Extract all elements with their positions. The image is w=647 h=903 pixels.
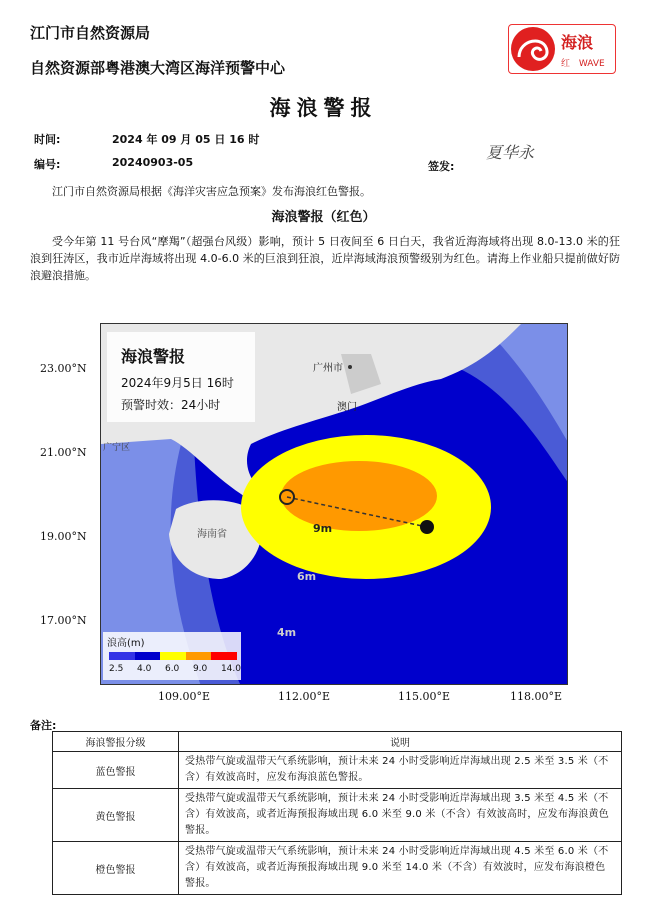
table-header-row (53, 732, 622, 752)
level-cell: 黄色警报 (53, 789, 179, 842)
wave-warning-map (100, 323, 568, 685)
province-label-hainan: 海南省 (197, 529, 227, 540)
logo-title: 海浪 (561, 33, 594, 52)
sea-14m-zone (281, 461, 437, 531)
intro-text: 江门市自然资源局根据《海洋灾害应急预案》发布海浪红色警报。 (52, 185, 371, 198)
description-cell: 受热带气旋或温带天气系统影响，预计未来 24 小时受影响近岸海域出现 2.5 米至 3.5 米（不含）有效波高时，应发布海浪蓝色警报。 (179, 752, 622, 789)
map-info-panel (107, 332, 255, 422)
map-panel-date: 2024年9月5日 16时 (121, 376, 234, 390)
legend-title: 浪高(m) (107, 638, 145, 649)
signature: 夏华永 (486, 143, 535, 162)
legend-ticks (109, 664, 241, 674)
lat-label: 23.00°N (40, 362, 87, 375)
table-header: 海浪警报分级 (53, 732, 179, 752)
table-row (53, 789, 622, 842)
warning-subtitle: 海浪警报（红色） (271, 210, 376, 225)
legend-swatch (160, 652, 186, 660)
lon-label: 112.00°E (278, 690, 331, 703)
org-name-secondary: 自然资源部粤港澳大湾区海洋预警中心 (30, 59, 286, 77)
table-header: 说明 (179, 732, 622, 752)
serial-value: 20240903-05 (112, 156, 194, 169)
time-value: 2024 年 09 月 05 日 16 时 (112, 133, 260, 146)
legend-swatch (135, 652, 161, 660)
lat-label: 21.00°N (40, 446, 87, 459)
map-panel-title: 海浪警报 (121, 347, 186, 366)
logo-sub-right: WAVE (578, 59, 605, 69)
city-label-macau: 澳门 (337, 402, 357, 413)
org-name-primary: 江门市自然资源局 (30, 24, 151, 42)
table-row (53, 752, 622, 789)
sign-label: 签发: (428, 160, 455, 173)
legend-swatch (109, 652, 135, 660)
legend-color-bar (109, 652, 237, 660)
logo-subtitle (561, 56, 605, 69)
description-cell: 受热带气旋或温带天气系统影响，预计未来 24 小时受影响近岸海域出现 4.5 米至 6.0 米（不含）有效波高，或者近海预报海域出现 9.0 米至 14.0 米（不含）有效波时，应发布海浪橙色警报。 (179, 842, 622, 895)
legend-tick: 2.5 (109, 664, 124, 674)
contour-label-6m: 6m (297, 570, 317, 583)
lon-label: 109.00°E (158, 690, 211, 703)
logo-sub-left: 红 (561, 59, 571, 69)
warning-body: 受今年第 11 号台风“摩羯”（超强台风级）影响，预计 5 日夜间至 6 日白天，我省近海海域将出现 8.0-13.0 米的狂浪到狂涛区，我市近岸海域将出现 4.0-6.0 米的巨浪到狂浪，近岸海域海浪预警级别为红色。请海上作业船只提前做好防浪避浪措施。 (30, 235, 620, 282)
wave-warning-logo (508, 24, 616, 74)
legend-tick: 4.0 (136, 664, 152, 674)
legend-tick: 9.0 (192, 664, 208, 674)
contour-label-4m: 4m (277, 626, 297, 639)
table-row (53, 842, 622, 895)
legend-tick: 6.0 (164, 664, 180, 674)
legend-swatch (211, 652, 237, 660)
wave-swirl-icon (511, 27, 555, 71)
contour-label-9m: 9m (313, 522, 333, 535)
serial-label: 编号: (34, 158, 61, 171)
warning-level-table (52, 731, 622, 895)
level-cell: 橙色警报 (53, 842, 179, 895)
lon-label: 115.00°E (398, 690, 451, 703)
level-cell: 蓝色警报 (53, 752, 179, 789)
typhoon-current-icon (420, 520, 434, 534)
city-label-guangzhou: 广州市 (313, 363, 343, 374)
description-cell: 受热带气旋或温带天气系统影响，预计未来 24 小时受影响近岸海域出现 3.5 米至 4.5 米（不含）有效波高，或者近海预报海域出现 6.0 米至 9.0 米（不含）有效波高时，应发布海浪黄色警报。 (179, 789, 622, 842)
notes-label: 备注: (30, 719, 57, 732)
lat-label: 17.00°N (40, 614, 87, 627)
map-legend (103, 632, 241, 680)
lat-label: 19.00°N (40, 530, 87, 543)
city-label-guangning: 广宁区 (103, 443, 131, 453)
legend-swatch (186, 652, 212, 660)
lon-label: 118.00°E (510, 690, 563, 703)
city-dot (348, 365, 352, 369)
legend-tick: 14.0 (220, 664, 241, 674)
document-title: 海浪警报 (269, 96, 378, 120)
time-label: 时间: (34, 133, 61, 146)
map-panel-validity: 预警时效：24小时 (121, 398, 221, 412)
